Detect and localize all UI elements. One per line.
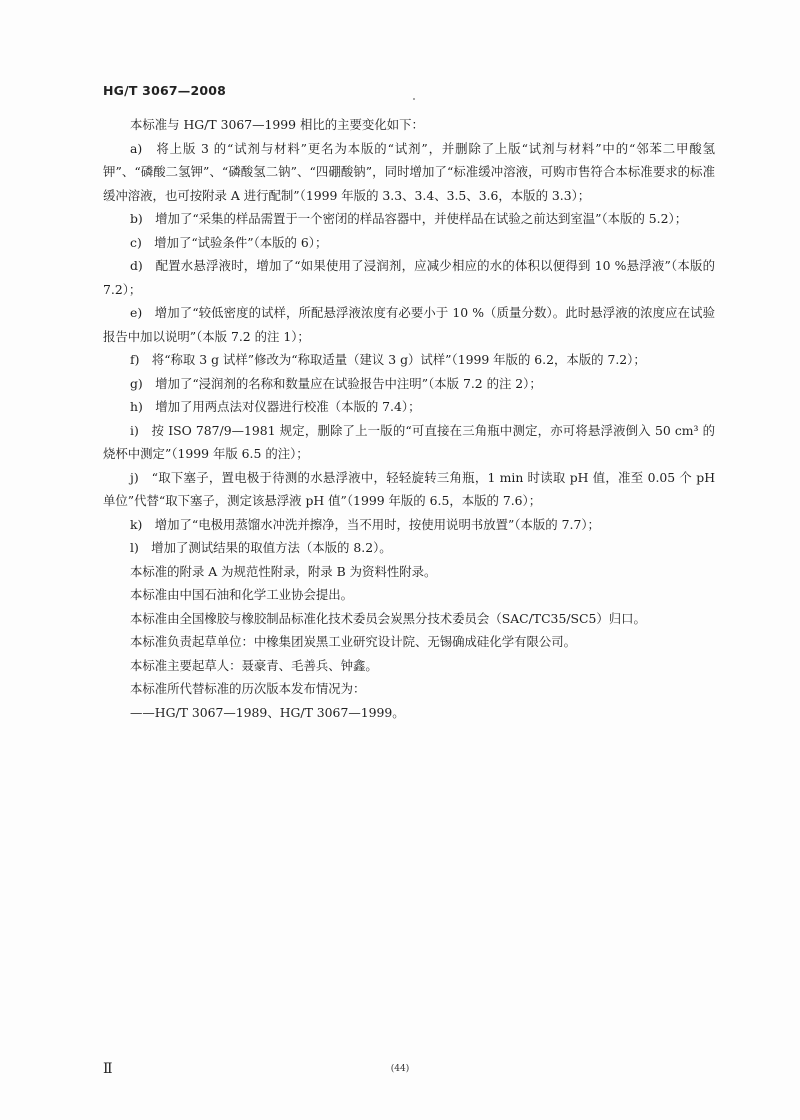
- change-item-i: i) 按 ISO 787/9—1981 规定，删除了上一版的“可直接在三角瓶中测定，亦可将悬浮液倒入 50 cm³ 的烧杯中测定”（1999 年版 6.5 的注）；: [103, 422, 715, 461]
- annex-statement: 本标准的附录 A 为规范性附录，附录 B 为资料性附录。: [130, 563, 437, 579]
- change-item-b: b) 增加了“采集的样品需置于一个密闭的样品容器中，并使样品在试验之前达到室温”（本版的 5.2）；: [130, 211, 688, 226]
- change-item-e: e) 增加了“较低密度的试样，所配悬浮液浓度有必要小于 10 %（质量分数）。此时悬浮液的浓度应在试验报告中加以说明”（本版 7.2 的注 1）；: [103, 305, 715, 344]
- change-item-c: c) 增加了“试验条件”（本版的 6）；: [130, 234, 328, 250]
- foreword-body: [103, 113, 715, 724]
- page-roman-numeral: Ⅱ: [103, 1061, 113, 1077]
- previous-editions-statement: 本标准所代替标准的历次版本发布情况为：: [130, 681, 366, 696]
- change-item-l: l) 增加了测试结果的取值方法（本版的 8.2）。: [130, 540, 392, 555]
- change-item-h: h) 增加了用两点法对仪器进行校准（本版的 7.4）；: [130, 399, 421, 414]
- change-item-a: a) 将上版 3 的“试剂与材料”更名为本版的“试剂”，并删除了上版“试剂与材料”中的“邻苯二甲酸氢钾”、“磷酸二氢钾”、“磷酸氢二钠”、“四硼酸钠”，同时增加了“标准缓冲溶液，可购市售符合本标准要求的标准缓冲溶液，也可按附录 A 进行配制”（1999 年版的 3.3、3.4、3.5、3.6，本版的 3.3）；: [103, 140, 715, 203]
- previous-editions-list: ——HG/T 3067—1989、HG/T 3067—1999。: [130, 704, 405, 720]
- standard-code-header: HG/T 3067—2008: [103, 83, 227, 98]
- change-item-g: g) 增加了“浸润剂的名称和数量应在试验报告中注明”（本版 7.2 的注 2）；: [130, 375, 542, 391]
- change-item-f: f) 将“称取 3 g 试样”修改为“称取适量（建议 3 g）试样”（1999 年版的 6.2，本版的 7.2）；: [130, 352, 646, 367]
- scan-speck: [413, 98, 415, 100]
- change-item-j: j) “取下塞子，置电极于待测的水悬浮液中，轻轻旋转三角瓶，1 min 时读取 pH 值，准至 0.05 个 pH 单位”代替“取下塞子，测定该悬浮液 pH 值”（1999 年版的 6.5，本版的 7.6）；: [103, 469, 715, 508]
- page-number: (44): [390, 1064, 410, 1074]
- drafting-units-statement: 本标准负责起草单位：中橡集团炭黑工业研究设计院、无锡确成硅化学有限公司。: [130, 634, 577, 649]
- proposer-statement: 本标准由中国石油和化学工业协会提出。: [130, 587, 354, 602]
- intro-paragraph: 本标准与 HG/T 3067—1999 相比的主要变化如下：: [130, 117, 424, 132]
- drafters-statement: 本标准主要起草人：聂豪青、毛善兵、钟鑫。: [130, 657, 378, 673]
- committee-statement: 本标准由全国橡胶与橡胶制品标准化技术委员会炭黑分技术委员会（SAC/TC35/SC5）归口。: [130, 610, 646, 626]
- change-item-k: k) 增加了“电极用蒸馏水冲洗并擦净，当不用时，按使用说明书放置”（本版的 7.7）；: [130, 516, 600, 532]
- change-item-d: d) 配置水悬浮液时，增加了“如果使用了浸润剂，应减少相应的水的体积以便得到 10 %悬浮液”（本版的 7.2）；: [103, 258, 715, 297]
